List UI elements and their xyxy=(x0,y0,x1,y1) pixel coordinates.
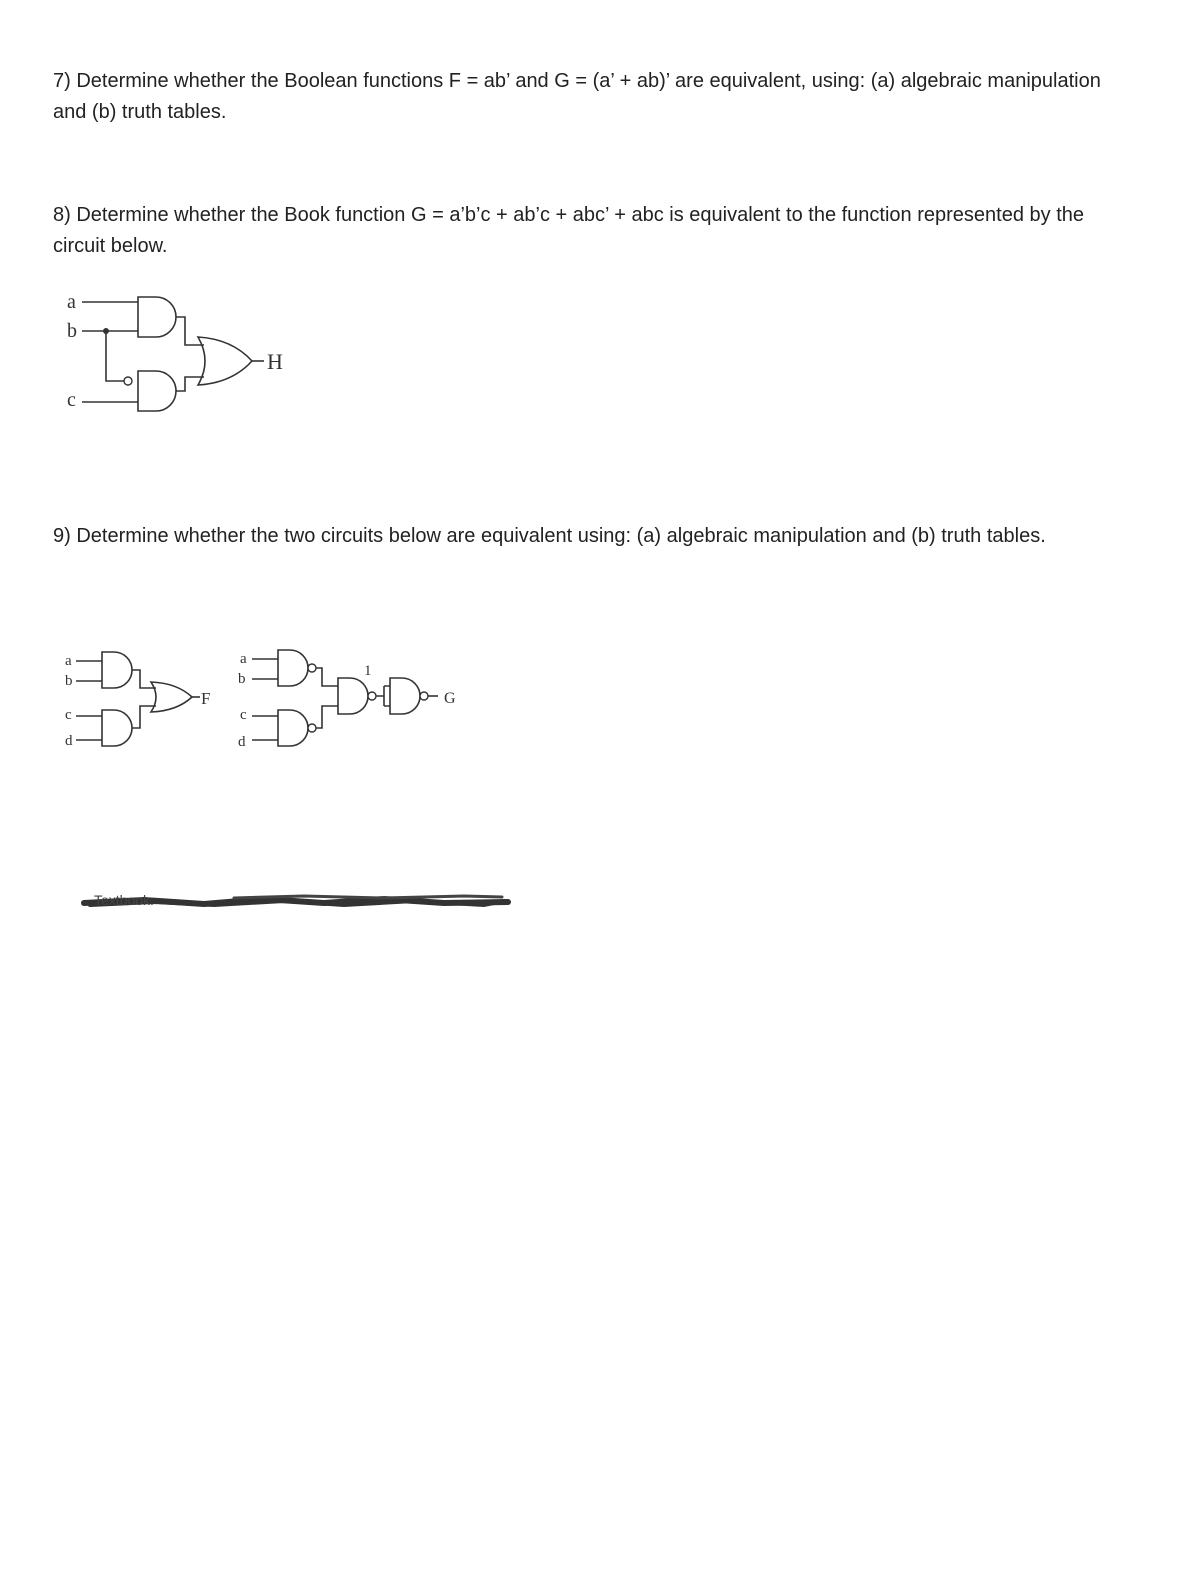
circuit-f-input-b: b xyxy=(65,673,73,689)
question-9-number: 9) xyxy=(53,525,71,547)
circuit-g-input-d: d xyxy=(238,734,246,750)
question-7-text: Determine whether the Boolean functions F = ab’ and G = (a’ + ab)’ are equivalent, using: (a) algebraic manipulation and (b) truth tables. xyxy=(53,70,1101,123)
circuit-f-output-label: F xyxy=(201,689,211,708)
question-8 xyxy=(53,200,1123,262)
circuit-h-inverter-bubble xyxy=(124,377,132,385)
circuit-g-wire-nand2 xyxy=(316,706,338,728)
nand-gate-icon xyxy=(390,678,420,714)
circuit-g-output-label: G xyxy=(444,690,456,707)
or-gate-icon xyxy=(151,682,192,712)
circuit-g-input-c: c xyxy=(240,707,247,723)
and-gate-icon xyxy=(102,710,132,746)
nand-bubble-icon xyxy=(308,724,316,732)
circuit-g-input-b: b xyxy=(238,671,246,687)
circuit-g-wire-nand1 xyxy=(316,668,338,686)
and-gate-icon xyxy=(138,297,176,337)
and-gate-icon xyxy=(138,371,176,411)
circuit-h-output-label: H xyxy=(267,349,283,374)
circuit-f-input-d: d xyxy=(65,733,73,749)
nand-gate-icon xyxy=(278,650,308,686)
circuit-h-input-c: c xyxy=(67,389,76,411)
circuit-g-wire-split xyxy=(376,686,390,706)
circuit-diagram-g xyxy=(234,648,470,752)
question-9-text: Determine whether the two circuits below are equivalent using: (a) algebraic manipulation and (b) truth tables. xyxy=(76,525,1046,547)
nand-gate-icon xyxy=(338,678,368,714)
question-7 xyxy=(53,66,1123,128)
redacted-textbook-line xyxy=(84,893,509,911)
circuit-h-input-a: a xyxy=(67,291,76,313)
circuit-g-input-a: a xyxy=(240,651,247,667)
circuit-h-wire-gate2 xyxy=(176,377,204,391)
question-9 xyxy=(53,521,1123,552)
circuit-h-wire-b-branch xyxy=(106,331,124,381)
or-gate-icon xyxy=(198,337,252,385)
question-7-number: 7) xyxy=(53,70,71,92)
circuit-g-internal-label: 1 xyxy=(364,663,372,679)
question-8-text: Determine whether the Book function G = a’b’c + ab’c + abc’ + abc is equivalent to the function represented by the circuit below. xyxy=(53,204,1085,257)
circuit-f-input-a: a xyxy=(65,653,72,669)
circuit-f-input-c: c xyxy=(65,707,72,723)
nand-gate-icon xyxy=(278,710,308,746)
nand-bubble-icon xyxy=(308,664,316,672)
redacted-textbook-label: Textbook: xyxy=(94,892,154,908)
circuit-h-input-b: b xyxy=(67,320,77,342)
nand-bubble-icon xyxy=(368,692,376,700)
nand-bubble-icon xyxy=(420,692,428,700)
circuit-diagram-f xyxy=(62,648,222,752)
question-8-number: 8) xyxy=(53,204,71,226)
circuit-diagram-h xyxy=(60,285,300,425)
and-gate-icon xyxy=(102,652,132,688)
